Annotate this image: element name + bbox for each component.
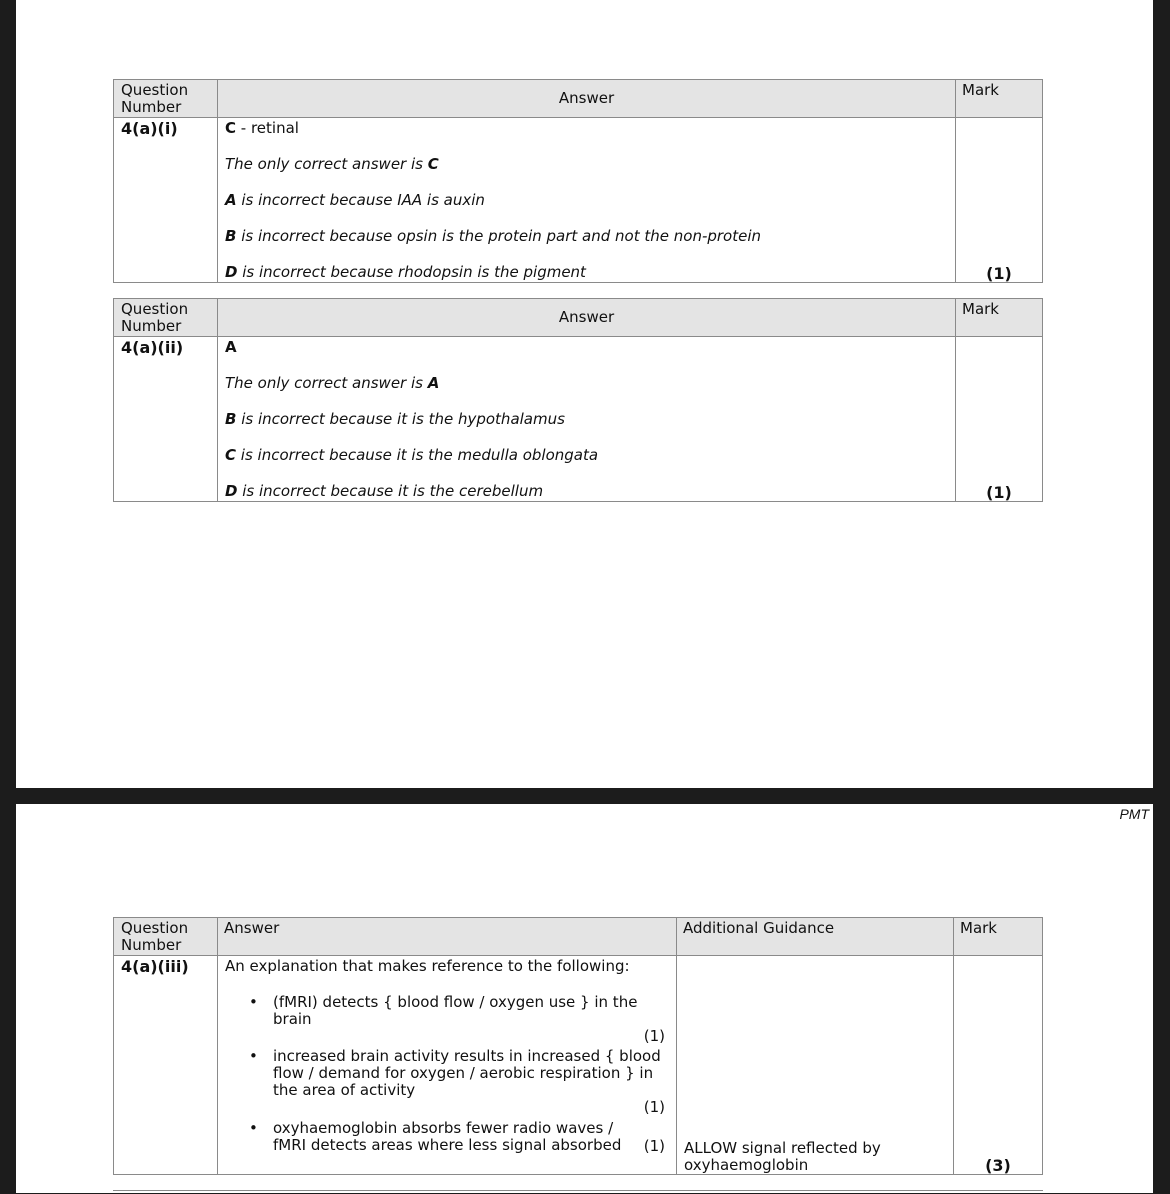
bullet-icon: • [249,1119,258,1137]
mark-scheme-table-4aii [113,298,1043,502]
additional-guidance-header: Additional Guidance [677,918,954,956]
reason-line: D is incorrect because it is the cerebellum [225,482,544,500]
question-id: 4(a)(i) [121,119,178,138]
mark-cell [956,337,1043,502]
correct-answer-line: The only correct answer is C [225,155,439,173]
answer-header: Answer [218,299,956,337]
bullet-mark: (1) [643,1027,665,1045]
mark-header: Mark [956,80,1043,118]
list-item [225,1120,669,1156]
answer-line: A [225,338,237,356]
list-item [225,994,669,1048]
page-1 [16,0,1153,788]
bullet-mark: (1) [643,1098,665,1116]
mark-value: (1) [986,483,1012,502]
mark-scheme-table-4ai [113,79,1043,283]
page-watermark-label: PMT [1119,806,1149,822]
question-number-header: Question Number [114,80,218,118]
table-row [114,956,1043,1175]
bullet-text: oxyhaemoglobin absorbs fewer radio waves / fMRI detects areas where less signal absorbed [273,1119,622,1154]
answer-text: - retinal [236,119,299,137]
bullet-icon: • [249,993,258,1011]
answer-letter: C [225,119,237,137]
question-number-header: Question Number [114,918,218,956]
mark-value: (3) [985,1156,1011,1175]
answer-cell [218,337,956,502]
answer-intro: An explanation that makes reference to the following: [225,957,630,975]
answer-header: Answer [218,80,956,118]
guidance-cell [677,956,954,1175]
mark-cell [956,118,1043,283]
question-id-cell [114,118,218,283]
mark-cell [954,956,1043,1175]
table-header-row [114,80,1043,118]
question-id: 4(a)(iii) [121,957,189,976]
next-table-edge [113,1190,1043,1194]
list-item [225,1048,669,1120]
mark-header: Mark [956,299,1043,337]
table-row [114,118,1043,283]
bullet-icon: • [249,1047,258,1065]
bullet-mark: (1) [643,1137,665,1155]
answer-line [225,120,948,156]
reason-line: C is incorrect because it is the medulla oblongata [225,446,599,464]
answer-cell [218,956,677,1175]
question-id-cell [114,956,218,1175]
mark-value: (1) [986,264,1012,283]
answer-cell [218,118,956,283]
page-2 [16,804,1153,1193]
mark-scheme-table-4aiii [113,917,1043,1175]
answer-header: Answer [218,918,677,956]
guidance-text: ALLOW signal reflected by oxyhaemoglobin [684,1139,881,1174]
table-header-row [114,918,1043,956]
correct-answer-line: The only correct answer is A [225,374,440,392]
bullet-text: (fMRI) detects { blood flow / oxygen use } in the brain [273,993,638,1028]
table-header-row [114,299,1043,337]
question-id: 4(a)(ii) [121,338,184,357]
question-number-header: Question Number [114,299,218,337]
table-row [114,337,1043,502]
reason-line: B is incorrect because opsin is the protein part and not the non-protein [225,227,762,245]
reason-line: D is incorrect because rhodopsin is the pigment [225,263,586,281]
question-id-cell [114,337,218,502]
reason-line: A is incorrect because IAA is auxin [225,191,485,209]
bullet-text: increased brain activity results in increased { blood flow / demand for oxygen / aerobic respiration } in the area of activity [273,1047,661,1099]
mark-header: Mark [954,918,1043,956]
reason-line: B is incorrect because it is the hypothalamus [225,410,565,428]
